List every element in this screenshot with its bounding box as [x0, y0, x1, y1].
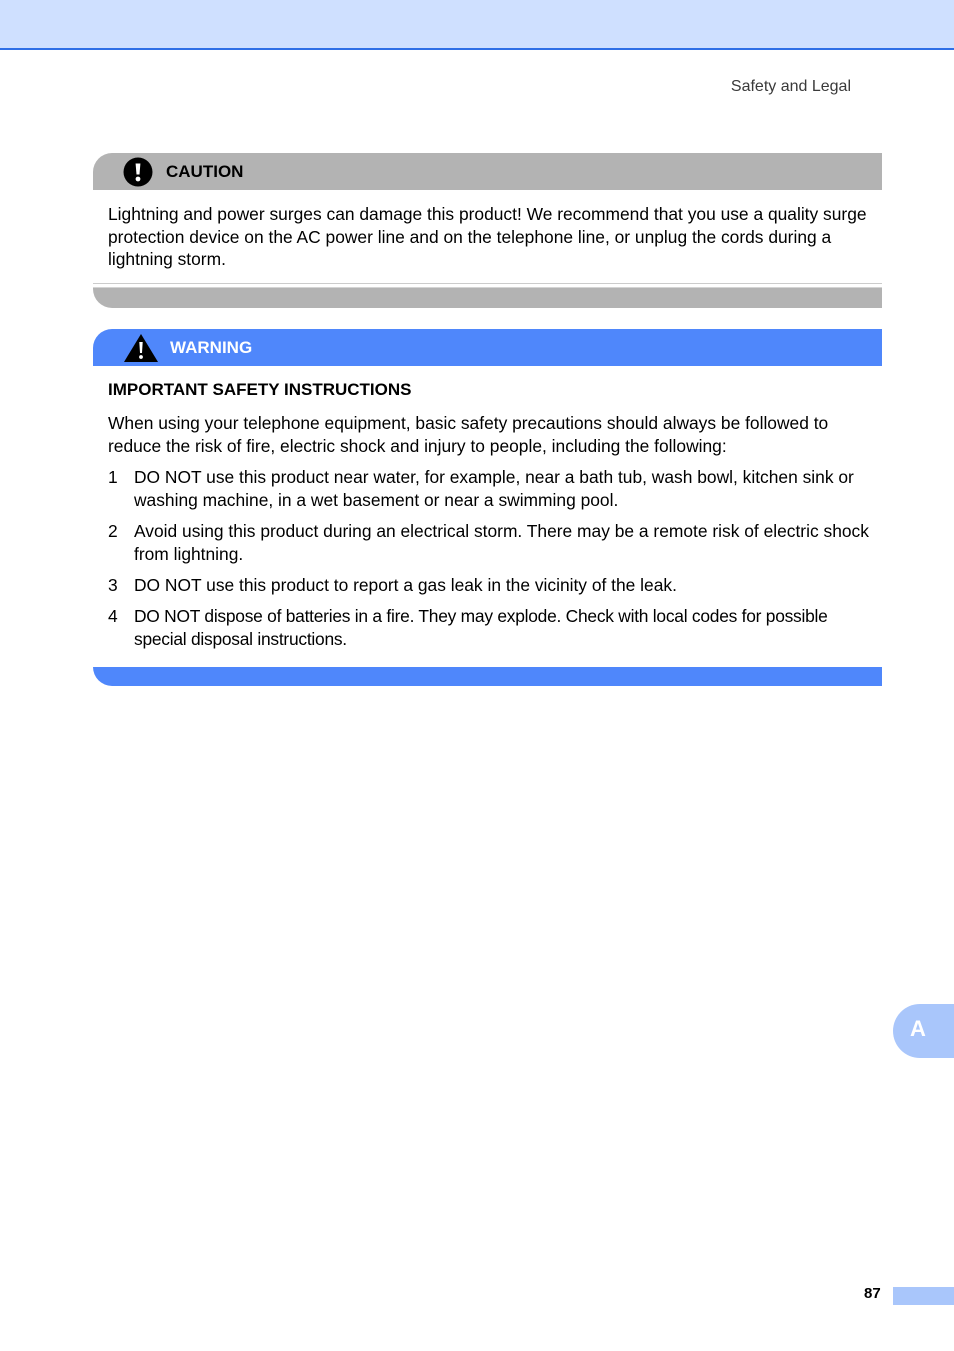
caution-header-bar [93, 153, 882, 190]
warning-header-bar [93, 329, 882, 366]
running-title: Safety and Legal [730, 78, 851, 95]
exclamation-circle-icon [123, 157, 153, 192]
list-item-text: Avoid using this product during an electrical storm. There may be a remote risk of electric shock from lightning. [134, 521, 869, 564]
page-number: 87 [864, 1285, 881, 1302]
caution-divider [93, 283, 882, 284]
list-item-text: DO NOT use this product to report a gas leak in the vicinity of the leak. [134, 575, 677, 595]
safety-intro: When using your telephone equipment, basic safety precautions should always be followed to reduce the risk of fire, electric shock and injury to people, including the following: [108, 413, 829, 456]
list-item-number: 3 [108, 575, 118, 595]
list-item [108, 520, 883, 565]
list-item [108, 466, 883, 511]
warning-footer-bar [93, 667, 882, 686]
list-item-text: DO NOT dispose of batteries in a fire. They may explode. Check with local codes for possible special disposal instructions. [134, 606, 828, 649]
side-tab-label: A [910, 1016, 926, 1041]
list-item-number: 2 [108, 521, 118, 541]
safety-subheading: IMPORTANT SAFETY INSTRUCTIONS [108, 380, 412, 399]
caution-text: Lightning and power surges can damage this product! We recommend that you use a quality surge protection device on the AC power line and on the telephone line, or unplug the cords during a lightning storm. [108, 204, 867, 269]
list-item-number: 1 [108, 467, 118, 487]
list-item-text: DO NOT use this product near water, for example, near a bath tub, wash bowl, kitchen sink or washing machine, in a wet basement or near a swimming pool. [134, 467, 854, 510]
caution-label: CAUTION [166, 162, 244, 181]
warning-label: WARNING [170, 338, 253, 357]
list-item-number: 4 [108, 606, 118, 626]
caution-footer-bar [93, 287, 882, 308]
warning-triangle-icon [123, 333, 159, 368]
appendix-side-tab [893, 1004, 954, 1058]
list-item [108, 605, 883, 650]
list-item [108, 574, 883, 597]
page-number-tab [893, 1287, 954, 1305]
top-header-band [0, 0, 954, 50]
